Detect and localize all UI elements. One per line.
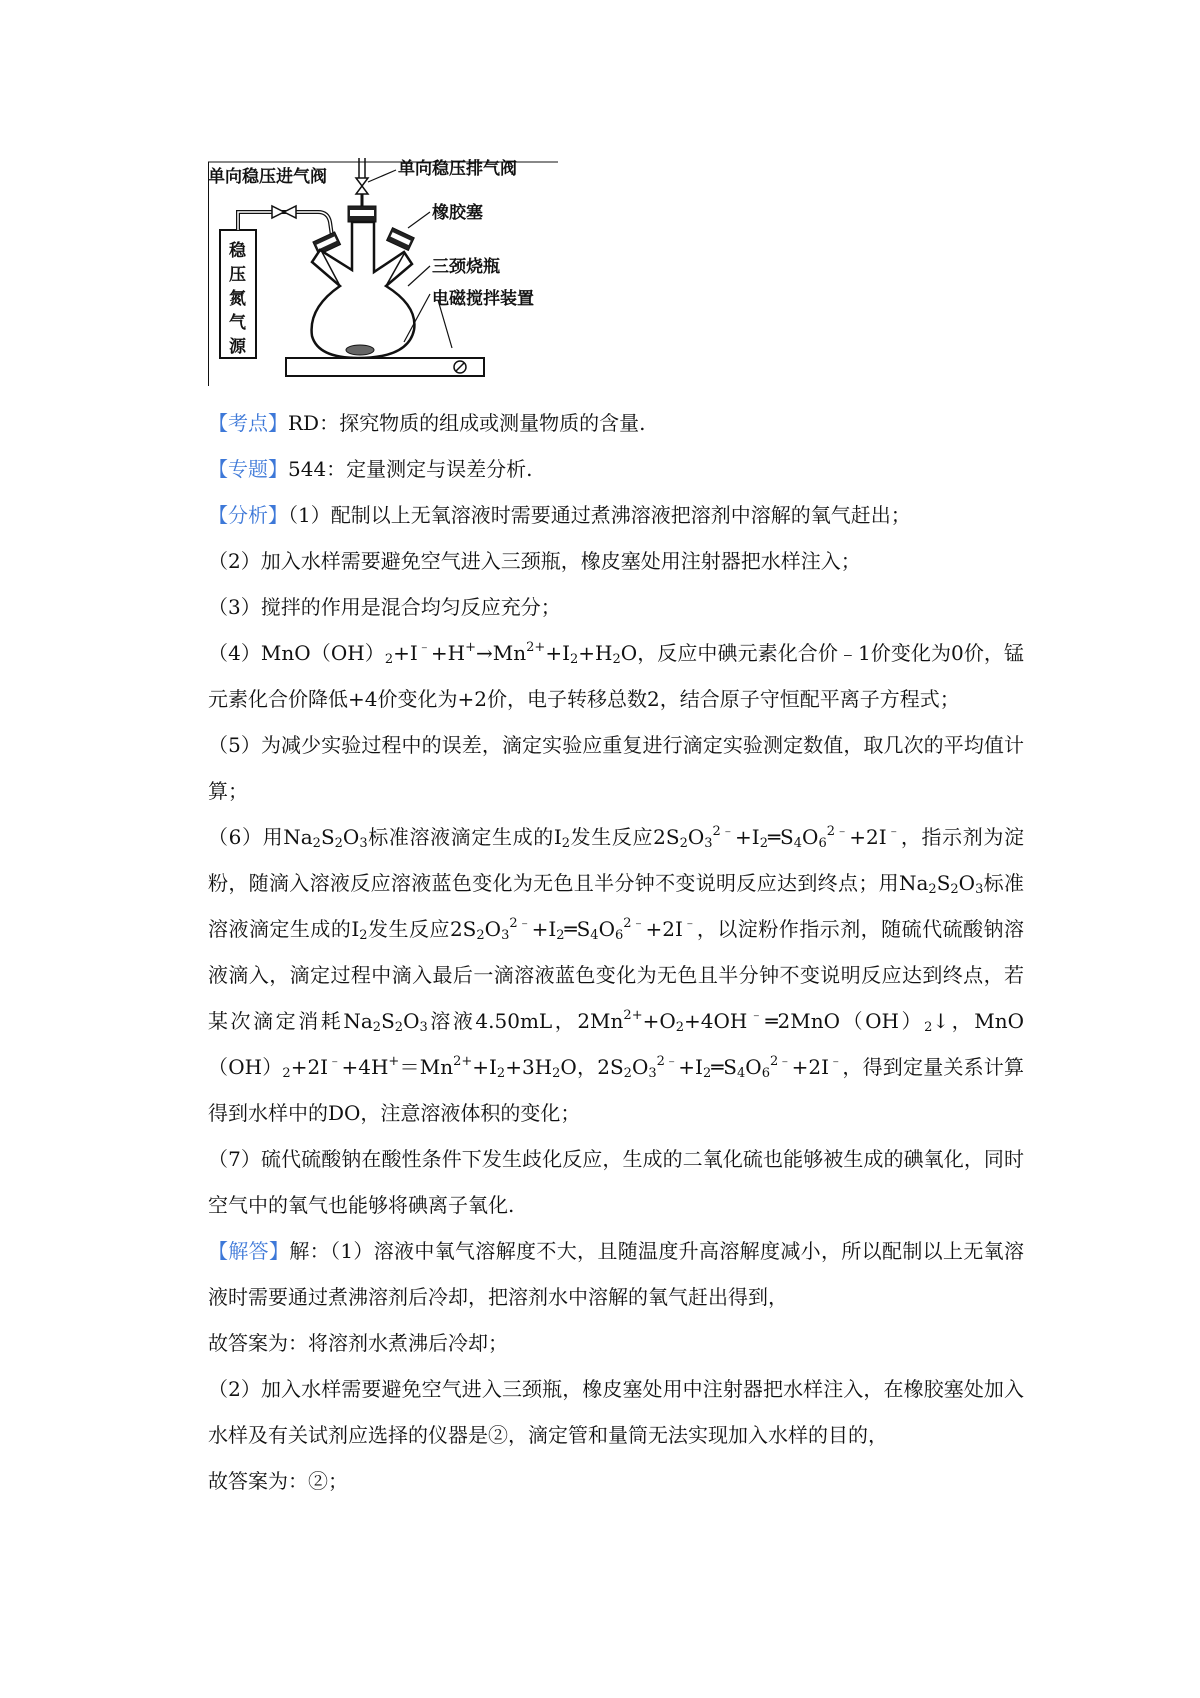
kaodian-text: RD：探究物质的组成或测量物质的含量. [288,411,646,435]
inlet-valve-icon [272,206,284,218]
label-stopper: 橡胶塞 [432,203,483,223]
zhuanti-text: 544：定量测定与误差分析. [288,457,533,481]
fenxi-p2: （2）加入水样需要避免空气进入三颈瓶，橡皮塞处用注射器把水样注入； [208,549,861,573]
fenxi-tag: 【分析】 [208,503,288,527]
jieda-p2: （2）加入水样需要避免空气进入三颈瓶，橡皮塞处用中注射器把水样注入，在橡胶塞处加入水样及有关试剂应选择的仪器是②，滴定管和量筒无法实现加入水样的目的， [208,1377,1024,1447]
label-source-char: 源 [229,337,246,357]
jieda-a2: 故答案为：②； [208,1469,348,1493]
fenxi-p5: （5）为减少实验过程中的误差，滴定实验应重复进行滴定实验测定数值，取几次的平均值计算； [208,733,1024,803]
jieda-tag: 【解答】 [208,1239,290,1263]
label-flask: 三颈烧瓶 [432,257,500,277]
jieda-p1: 【解答】解：（1）溶液中氧气溶解度不大，且随温度升高溶解度减小，所以配制以上无氧溶液时需要通过煮沸溶剂后冷却，把溶剂水中溶解的氧气赶出得到， [208,1239,1024,1309]
apparatus-diagram [208,158,598,386]
label-stirrer: 电磁搅拌装置 [432,289,534,309]
zhuanti-line [208,446,1024,492]
kaodian-line [208,400,1024,446]
kaodian-tag: 【考点】 [208,411,288,435]
fenxi-p3: （3）搅拌的作用是混合均匀反应充分； [208,595,561,619]
fenxi-p4: $(4)MnO(OH)_2+I^﹣+H^+\to Mn^{2+}+I_2+H_2O$，反应中碘元素化合价﹣1价变化为0价，锰元素化合价降低+4价变化为+2价，电子转移总数2，结合原子守恒配平离子方程式； [208,640,1024,711]
label-source-char: 稳 [229,241,246,261]
jieda-a1: 故答案为：将溶剂水煮沸后冷却； [208,1331,508,1355]
apparatus-figure [208,158,598,386]
label-source-char: 气 [229,313,246,333]
label-source-char: 氮 [229,289,246,309]
label-inlet-valve: 单向稳压进气阀 [208,167,327,187]
solution-text [208,400,1024,1504]
label-outlet-valve: 单向稳压排气阀 [398,159,517,179]
fenxi-p1: 【分析】（1）配制以上无氧溶液时需要通过煮沸溶液把溶剂中溶解的氧气赶出； [208,503,911,527]
zhuanti-tag: 【专题】 [208,457,288,481]
fenxi-p7: （7）硫代硫酸钠在酸性条件下发生歧化反应，生成的二氧化硫也能够被生成的碘氧化，同时空气中的氧气也能够将碘离子氧化. [208,1147,1024,1217]
label-source-char: 压 [229,265,246,285]
fenxi-p6: （6）用$Na_2S_2O_3$标准溶液滴定生成的$I_2$发生反应$2S_2O_3^{2﹣}+I_2═S_4O_6^{2﹣}+2I^﹣$，指示剂为淀粉，随滴入溶液反应溶液蓝色变化为无色且半分钟不变说明反应达到终点；用$Na_2S_2O_3$标准溶液滴定生成的$I_2$发生反应$2S_2O_3^{2﹣}+I_2═S_4O_6^{2﹣}+2I^﹣$，以淀粉作指示剂，随硫代硫酸钠溶液滴入，滴定过程中滴入最后一滴溶液蓝色变化为无色且半分钟不变说明反应达到终点，若某次滴定消耗$Na_2S_2O_3$溶液4.50mL，$2Mn^{2+}+O_2+4OH^﹣═2MnO(OH)_2↓$，$MnO(OH)_2+2I^﹣+4H^+=Mn^{2+}+I_2+3H_2O$，$2S_2O_3^{2﹣}+I_2═S_4O_6^{2﹣}+2I^﹣$，得到定量关系计算得到水样中的DO，注意溶液体积的变化； [208,824,1025,1125]
